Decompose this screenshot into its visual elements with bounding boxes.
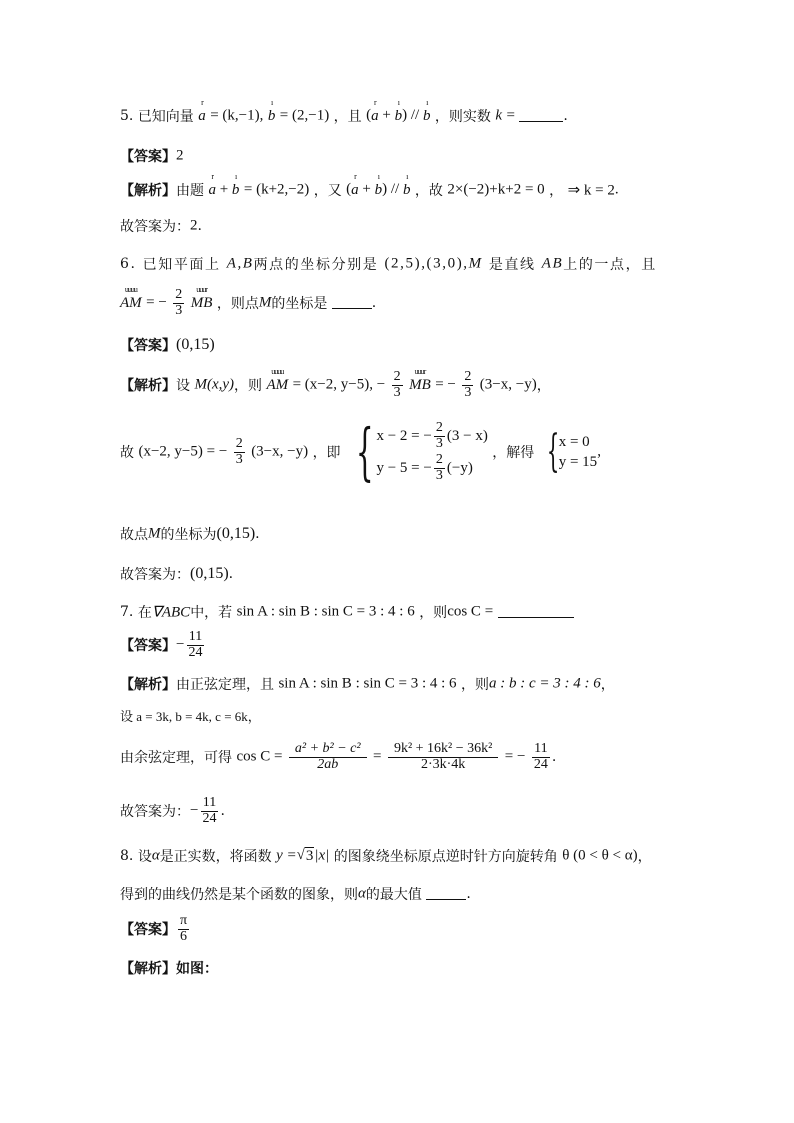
q8-sqrt: √3 — [296, 847, 314, 864]
q8-analysis — [120, 958, 218, 978]
q5-analysis-text: ， — [549, 183, 564, 199]
q8-analysis-text: 如图： — [176, 961, 218, 977]
q5-analysis-text: ，故 — [414, 183, 443, 199]
vector-mb: uuur MB — [190, 284, 213, 311]
q7-answer-sign: − — [176, 636, 185, 653]
analysis-label: 【解析】 — [120, 183, 176, 199]
fraction-2-3: $\frac{2}{3}$ — [235, 435, 243, 467]
q6-final-value: (0,15) — [190, 565, 229, 582]
answer-label: 【答案】 — [120, 338, 176, 354]
q7-formula-fraction: $\frac{\text{a² + b² − c²}}{2ab}$ — [289, 742, 367, 772]
q6-final — [120, 564, 233, 584]
q7-text: . — [551, 749, 557, 766]
equation-system: { x − 2 = − $\frac{2}{3}$ (3 − x) y − 5 = − $\frac{2}{3}$ (−y) — [355, 415, 488, 488]
fraction-2-3: $\frac{2}{3}$ — [393, 369, 401, 400]
vector-mb: uuur MB — [409, 366, 431, 393]
q8-question-line2 — [120, 884, 471, 904]
analysis-label: 【解析】 — [120, 961, 176, 977]
q6-question-line2: uuuu AM = − $\frac{2}{3}$ uuur MB ，则点M的坐标是 . — [120, 284, 377, 318]
vector-a: r a — [198, 97, 206, 124]
q7-analysis — [120, 674, 615, 694]
point-m: M — [148, 525, 161, 542]
q6-am-expr: = (x−2, y−5), − — [292, 376, 386, 393]
q6-text: 已知平面上 — [142, 257, 221, 273]
q5-question: 5. 已知向量 r a = (k,−1), ı b = (2,−1) ，且 ( r a + ı b) // ı b ，则实数 k = . — [120, 97, 568, 125]
q6-answer — [120, 335, 215, 355]
q7-answer — [120, 630, 206, 660]
analysis-label: 【解析】 — [120, 378, 176, 395]
q5-text: ，则实数 — [434, 109, 491, 125]
q8-text: 是正实数，将函数 — [159, 849, 272, 865]
q5-number: 5. — [120, 108, 134, 124]
q6-text: , — [597, 443, 601, 460]
q8-alpha: α — [151, 847, 160, 864]
q5-final-end: . — [197, 218, 202, 234]
final-label: 故答案为： — [120, 804, 190, 821]
q5-parallel-expr: ( r a + ı b) // ı b — [366, 97, 431, 124]
q6-points: A,B — [226, 255, 254, 272]
final-label: 故答案为： — [120, 219, 190, 235]
answer-blank — [519, 111, 563, 122]
q7-answer-fraction: $\frac{11}{24}$ — [188, 629, 203, 660]
q7-ratio: sin A : sin B : sin C = 3 : 4 : 6 — [236, 603, 415, 620]
q7-set-values: 设 a = 3k, b = 4k, c = 6k， — [120, 709, 261, 724]
q6-analysis-text: 设 — [176, 378, 190, 395]
vector-a: r a — [208, 171, 216, 198]
q6-expr: (x−2, y−5) = − — [138, 443, 228, 460]
q8-alpha: α — [358, 885, 366, 902]
q5-parallel-expr: ( r a + ı b) // ı b — [346, 171, 411, 198]
q5-text: 已知向量 — [137, 109, 194, 125]
q6-final-end: . — [228, 566, 234, 582]
q5-sum-expr: = (k+2,−2) — [243, 181, 310, 198]
q6-conclusion — [120, 524, 260, 544]
answer-blank — [498, 607, 574, 618]
answer-label: 【答案】 — [120, 922, 176, 939]
q5-analysis-text: ，又 — [313, 183, 342, 199]
q8-text: 的图象绕坐标原点逆时针方向旋转角 — [333, 849, 558, 865]
q7-number: 7. — [120, 604, 134, 620]
q5-equation: 2×(−2)+k+2 = 0 — [447, 181, 545, 198]
q8-text: . — [466, 886, 471, 902]
q8-question — [120, 846, 652, 866]
solution-system: { x = 0 y = 15 — [546, 426, 598, 477]
q6-number: 6. — [120, 256, 137, 272]
q5-eq: = — [506, 107, 515, 124]
point-m: M — [468, 255, 483, 272]
line-ab: AB — [541, 255, 564, 272]
q5-final-value: 2 — [190, 217, 198, 234]
fraction-2-3: $\frac{2}{3}$ — [464, 369, 472, 400]
point-m: M — [258, 294, 272, 311]
q5-analysis-text: . — [614, 181, 619, 198]
q7-analysis-text: ， — [600, 677, 615, 693]
q7-question — [120, 602, 574, 622]
q6-text: 上的一点，且 — [563, 257, 657, 273]
q6-analysis — [120, 366, 551, 400]
q8-text: 的最大值 — [365, 887, 422, 903]
q7-eq: = — [373, 748, 382, 765]
q6-coords-result: (0,15) — [216, 525, 256, 542]
q5-answer-value: 2 — [176, 147, 184, 164]
q6-text: 两点的坐标分别是 — [253, 257, 379, 273]
q6-question — [120, 254, 657, 274]
q8-text: ， — [637, 849, 652, 865]
q7-analysis-text: 由正弦定理，且 — [176, 677, 274, 693]
final-label: 故答案为： — [120, 567, 190, 583]
var-k: k — [495, 107, 503, 124]
q5-expr-a: = (k,−1), — [210, 107, 264, 124]
q6-answer-value: (0,15) — [176, 336, 215, 353]
q6-text: 故 — [120, 445, 134, 461]
q6-text: . — [255, 526, 260, 542]
answer-label: 【答案】 — [120, 638, 176, 655]
q8-answer-fraction: $\frac{\pi}{6}$ — [180, 913, 188, 944]
q7-setting — [120, 706, 261, 725]
q7-side-ratio: a : b : c = 3 : 4 : 6 — [489, 675, 601, 692]
q7-final-fraction: $\frac{11}{24}$ — [202, 795, 217, 826]
answer-blank — [332, 298, 372, 309]
q8-angle-range: θ (0 < θ < α) — [562, 847, 638, 864]
q6-analysis-text: ， — [536, 378, 551, 395]
q6-expr: (3−x, −y) — [251, 443, 309, 460]
q7-final-end: . — [220, 803, 225, 820]
q5-result: ⇒ k = 2 — [567, 182, 615, 199]
q6-text: ，即 — [312, 445, 341, 461]
q6-text: 是直线 — [488, 257, 536, 273]
answer-label: 【答案】 — [120, 149, 176, 165]
q8-number: 8. — [120, 848, 134, 864]
q8-abs: |x| — [314, 847, 330, 864]
q7-final-sign: − — [190, 802, 199, 819]
q7-text: 中，若 — [190, 605, 233, 621]
q6-analysis-text: ，则 — [234, 378, 263, 395]
q7-ratio: sin A : sin B : sin C = 3 : 4 : 6 — [278, 675, 457, 692]
vector-am: uuuu AM — [266, 366, 289, 393]
q6-mb-expr: (3−x, −y) — [479, 376, 537, 393]
q6-text: 的坐标为 — [160, 527, 217, 543]
q7-text: 由余弦定理，可得 — [120, 750, 232, 767]
q5-analysis-text: 由题 — [176, 183, 204, 199]
q7-final — [120, 796, 225, 826]
analysis-label: 【解析】 — [120, 677, 176, 693]
q6-expr: = − — [146, 294, 167, 311]
q5-analysis: 【解析】由题 r a + ı b = (k+2,−2) ，又 ( r a + ı b) // ı b ，故 2×(−2)+k+2 = 0 ， ⇒ k = 2. — [120, 171, 619, 199]
q6-text: 故点 — [120, 527, 148, 543]
vector-b: ı b — [231, 171, 240, 198]
q8-answer — [120, 914, 191, 944]
vector-b: ı b — [267, 97, 276, 124]
q7-cosine-law — [120, 742, 556, 772]
q5-final — [120, 216, 202, 236]
vector-am: uuuu AM — [120, 284, 142, 311]
q5-answer — [120, 146, 184, 166]
q7-cos: cos C = — [236, 748, 283, 765]
q5-expr-b: = (2,−1) — [279, 107, 330, 124]
q6-text: 的坐标是 — [271, 296, 328, 313]
fraction-2-3: $\frac{2}{3}$ — [175, 287, 183, 318]
q6-text: ，解得 — [492, 445, 535, 461]
q8-text: 得到的曲线仍然是某个函数的图象，则 — [120, 887, 358, 903]
q7-eq: = − — [504, 748, 526, 765]
answer-blank — [426, 889, 466, 900]
q6-system — [120, 415, 601, 488]
q7-text: 在 — [137, 605, 152, 621]
q7-text: ，则 — [419, 605, 448, 621]
q5-text: ，且 — [333, 109, 362, 125]
q7-result-fraction: $\frac{11}{24}$ — [533, 741, 548, 772]
q8-text: 设 — [137, 849, 152, 865]
q6-text: ，则点 — [216, 296, 259, 313]
q8-function: y = — [276, 847, 297, 864]
q7-substituted-fraction: $\frac{\text{9k² + 16k² − 36k²}}{2\cdot 3k\cdot 4k}$ — [388, 742, 498, 772]
q6-point-m: M(x,y) — [194, 376, 235, 393]
q7-cos: cos C = — [447, 603, 494, 620]
triangle-abc: ∇ABC — [151, 604, 191, 621]
q6-eq: = − — [435, 376, 456, 393]
q7-analysis-text: ，则 — [461, 677, 489, 693]
q6-coords: (2,5),(3,0), — [384, 255, 469, 272]
